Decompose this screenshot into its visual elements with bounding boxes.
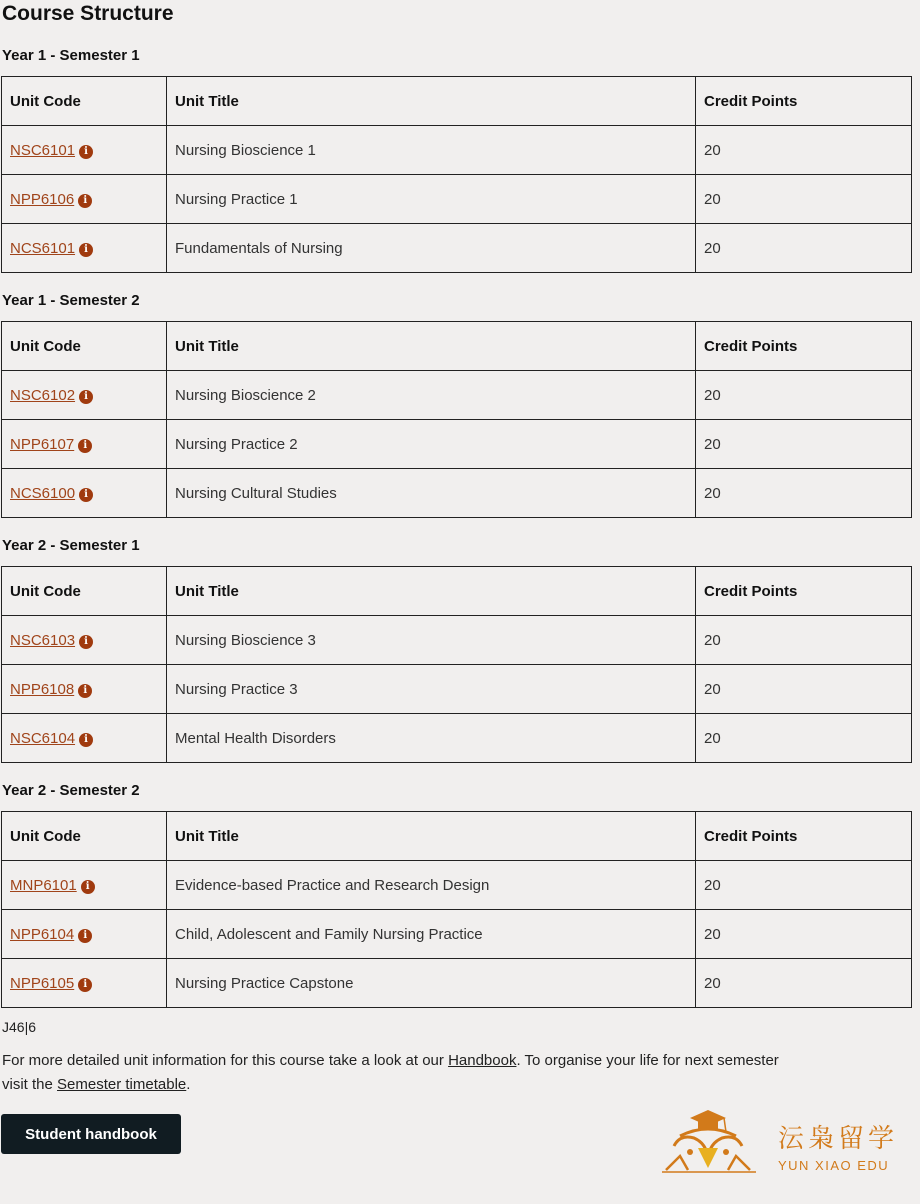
credit-points-cell: 20	[696, 224, 912, 273]
unit-code-link[interactable]: NCS6100	[10, 484, 76, 502]
info-icon[interactable]: i	[79, 488, 93, 502]
units-table	[1, 76, 912, 273]
student-handbook-button[interactable]: Student handbook	[1, 1114, 181, 1154]
info-icon[interactable]: i	[79, 145, 93, 159]
table-row	[2, 616, 912, 665]
unit-title-cell: Child, Adolescent and Family Nursing Practice	[167, 910, 696, 959]
table-header-row	[2, 567, 912, 616]
course-code-note: J46|6	[2, 1019, 36, 1035]
semester-heading: Year 1 - Semester 1	[2, 47, 140, 64]
credit-points-cell: 20	[696, 126, 912, 175]
unit-title-cell: Nursing Practice 1	[167, 175, 696, 224]
unit-code-cell	[2, 126, 167, 175]
info-icon[interactable]: i	[79, 390, 93, 404]
yunxiao-logo	[660, 1108, 910, 1178]
unit-code-link[interactable]: NPP6106	[10, 190, 75, 208]
credit-points-cell: 20	[696, 714, 912, 763]
semester-heading: Year 1 - Semester 2	[2, 292, 140, 309]
unit-title-header: Unit Title	[167, 77, 696, 126]
info-text-before: For more detailed unit information for this course take a look at our	[2, 1052, 449, 1069]
owl-mortarboard-icon	[660, 1108, 770, 1178]
unit-code-header: Unit Code	[2, 77, 167, 126]
semester-heading: Year 2 - Semester 2	[2, 782, 140, 799]
unit-code-cell	[2, 959, 167, 1008]
semester-heading: Year 2 - Semester 1	[2, 537, 140, 554]
table-row	[2, 126, 912, 175]
credit-points-header: Credit Points	[696, 567, 912, 616]
table-row	[2, 420, 912, 469]
unit-code-cell	[2, 910, 167, 959]
info-icon[interactable]: i	[81, 880, 95, 894]
table-row	[2, 861, 912, 910]
table-row	[2, 371, 912, 420]
unit-code-cell	[2, 420, 167, 469]
info-icon[interactable]: i	[78, 929, 92, 943]
logo-english-text: YUN XIAO EDU	[778, 1158, 890, 1173]
unit-title-cell: Nursing Practice Capstone	[167, 959, 696, 1008]
semester-timetable-link[interactable]: Semester timetable	[57, 1076, 187, 1093]
unit-code-link[interactable]: NPP6108	[10, 680, 75, 698]
table-row	[2, 224, 912, 273]
credit-points-cell: 20	[696, 910, 912, 959]
credit-points-cell: 20	[696, 861, 912, 910]
unit-code-cell	[2, 371, 167, 420]
unit-title-cell: Nursing Bioscience 1	[167, 126, 696, 175]
table-row	[2, 714, 912, 763]
unit-title-cell: Evidence-based Practice and Research Design	[167, 861, 696, 910]
credit-points-header: Credit Points	[696, 322, 912, 371]
unit-code-link[interactable]: NSC6103	[10, 631, 76, 649]
credit-points-header: Credit Points	[696, 77, 912, 126]
info-icon[interactable]: i	[79, 243, 93, 257]
table-header-row	[2, 812, 912, 861]
credit-points-header: Credit Points	[696, 812, 912, 861]
unit-code-header: Unit Code	[2, 812, 167, 861]
unit-code-cell	[2, 224, 167, 273]
unit-code-link[interactable]: MNP6101	[10, 876, 77, 894]
table-row	[2, 665, 912, 714]
unit-title-header: Unit Title	[167, 567, 696, 616]
unit-title-cell: Nursing Bioscience 2	[167, 371, 696, 420]
unit-code-cell	[2, 714, 167, 763]
units-table	[1, 811, 912, 1008]
unit-code-link[interactable]: NSC6104	[10, 729, 76, 747]
unit-title-cell: Fundamentals of Nursing	[167, 224, 696, 273]
unit-code-link[interactable]: NSC6102	[10, 386, 76, 404]
credit-points-cell: 20	[696, 175, 912, 224]
unit-title-header: Unit Title	[167, 812, 696, 861]
table-row	[2, 910, 912, 959]
units-table	[1, 566, 912, 763]
logo-chinese-text: 沄枭留学	[778, 1124, 899, 1154]
credit-points-cell: 20	[696, 420, 912, 469]
units-table	[1, 321, 912, 518]
table-row	[2, 959, 912, 1008]
unit-title-cell: Nursing Practice 2	[167, 420, 696, 469]
unit-code-cell	[2, 861, 167, 910]
table-header-row	[2, 77, 912, 126]
unit-code-link[interactable]: NPP6104	[10, 925, 75, 943]
unit-title-header: Unit Title	[167, 322, 696, 371]
unit-title-cell: Mental Health Disorders	[167, 714, 696, 763]
unit-title-cell: Nursing Practice 3	[167, 665, 696, 714]
info-icon[interactable]: i	[78, 978, 92, 992]
info-icon[interactable]: i	[79, 635, 93, 649]
unit-code-link[interactable]: NPP6107	[10, 435, 75, 453]
credit-points-cell: 20	[696, 371, 912, 420]
table-row	[2, 469, 912, 518]
info-icon[interactable]: i	[78, 439, 92, 453]
unit-code-header: Unit Code	[2, 322, 167, 371]
handbook-link[interactable]: Handbook	[448, 1052, 517, 1069]
info-text-after: .	[186, 1076, 191, 1093]
table-row	[2, 175, 912, 224]
unit-title-cell: Nursing Cultural Studies	[167, 469, 696, 518]
info-icon[interactable]: i	[78, 684, 92, 698]
credit-points-cell: 20	[696, 959, 912, 1008]
unit-code-header: Unit Code	[2, 567, 167, 616]
info-icon[interactable]: i	[78, 194, 92, 208]
info-text-middle: . To organise your life for next semester visit the	[2, 1052, 779, 1093]
unit-code-link[interactable]: NSC6101	[10, 141, 76, 159]
unit-code-cell	[2, 469, 167, 518]
table-header-row	[2, 322, 912, 371]
unit-code-link[interactable]: NCS6101	[10, 239, 76, 257]
credit-points-cell: 20	[696, 616, 912, 665]
unit-code-cell	[2, 175, 167, 224]
credit-points-cell: 20	[696, 469, 912, 518]
unit-title-cell: Nursing Bioscience 3	[167, 616, 696, 665]
unit-code-cell	[2, 616, 167, 665]
info-icon[interactable]: i	[79, 733, 93, 747]
credit-points-cell: 20	[696, 665, 912, 714]
unit-code-link[interactable]: NPP6105	[10, 974, 75, 992]
info-paragraph	[2, 1049, 802, 1097]
unit-code-cell	[2, 665, 167, 714]
page-title: Course Structure	[2, 2, 174, 25]
